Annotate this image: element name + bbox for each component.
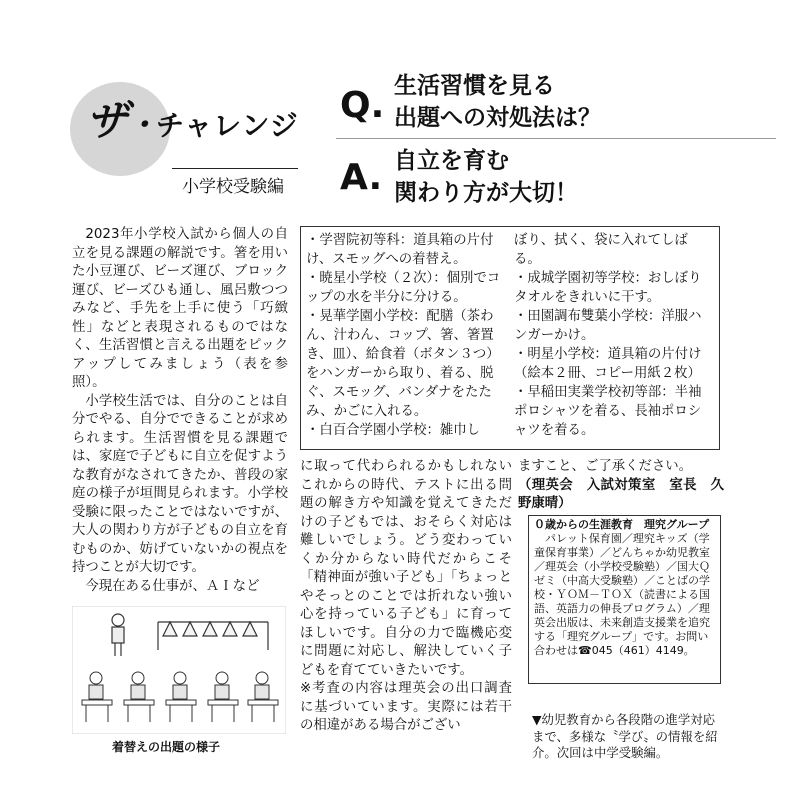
- logo-main: ザ: [86, 96, 128, 145]
- logo-dot: ・: [127, 108, 157, 143]
- exam-disclaimer: ※考査の内容は理英会の出口調査に基づいています。実際には若干の相違がある場合がござい: [300, 681, 512, 733]
- logo-underline: [172, 168, 298, 169]
- answer-line-2: 関わり方が大切！: [394, 180, 578, 206]
- table-item: ぼり、拭く、袋に入れてしばる。: [514, 233, 688, 267]
- table-item: ・明星小学校：道具箱の片付け（絵本２冊、コピー用紙２枚）: [514, 347, 702, 381]
- table-item: ・田園調布雙葉小学校：洋服ハンガーかけ。: [514, 309, 702, 343]
- answer-marker: A.: [340, 157, 383, 198]
- article-paragraph-1: 2023年小学校入試から個人の自立を見る課題の解説です。箸を用いた小豆運び、ビーズ運び、ブロック運び、ビーズひも通し、風呂敷つつみなど、手先を上手に使う「巧緻性」などと表現されるものではなく、生活習慣と言える出題をピックアップしてみましょう（表を参照）。: [72, 227, 288, 390]
- article-paragraph-2: 小学校生活では、自分のことは自分でやる、自分でできることが求められます。生活習慣を見る課題では、家庭で子どもに自立を促すような教育がなされてきたか、普段の家庭の様子が垣間見られます。小学校受験に限ったことではないですが、大人の関わり方が子どもの自立を育むものか、妨げていないかの視点を持つことが大切です。: [72, 393, 288, 575]
- qa-divider: [336, 138, 776, 139]
- series-logo: [86, 96, 299, 145]
- article-paragraph-3: 今現在ある仕事が、ＡＩなど: [85, 578, 260, 594]
- question-marker: Q.: [340, 85, 385, 126]
- group-info-title: ０歳からの生涯教育 理究グループ: [534, 518, 710, 531]
- table-item: ・学習院初等科：道具箱の片付け、スモッグへの着替え。: [306, 233, 494, 267]
- answer-title: [394, 145, 578, 209]
- group-info-body: パレット保育園／理究キッズ（学童保育事業）／どんちゃか幼児教室／理英会（小学校受験塾）／国大Ｑゼミ（中高大受験塾）／ことばの学校・ＹＯＭ－ＴＯＸ（読書による国語、英語力の伸長プログラム）／理英会出版は、未来創造支援業を追究する「理究グループ」です。お問い合わせは☎045（461）4149。: [534, 532, 710, 657]
- question-line-2: 出題への対処法は？: [394, 105, 601, 131]
- series-subtitle: 小学校受験編: [182, 177, 284, 197]
- disclaimer-end: ますこと、ご了承ください。: [518, 459, 693, 474]
- article-column-2: [300, 458, 512, 736]
- author-signature: （理英会 入試対策室 室長 久野康晴）: [518, 477, 724, 511]
- question-line-1: 生活習慣を見る: [394, 73, 555, 99]
- table-item: ・早稲田実業学校初等部：半袖ポロシャツを着る、長袖ポロシャツを着る。: [514, 385, 702, 438]
- question-title: [394, 70, 601, 134]
- exam-table-right: [514, 231, 714, 440]
- group-info: [534, 518, 718, 658]
- table-item: ・晃華学園小学校：配膳（茶わん、汁わん、コップ、箸、箸置き、皿）、給食着（ボタン３つ）をハンガーから取り、着る、脱ぐ、スモッグ、バンダナをたたみ、かごに入れる。: [306, 309, 500, 419]
- answer-line-1: 自立を育む: [394, 148, 509, 174]
- exam-table-left: [306, 231, 506, 440]
- article-continuation: に取って代わられるかもしれないこれからの時代、テストに出る問題の解き方や知識を覚えてきただけの子どもでは、おそらく対応は難しいでしょう。どう変わっていくか分からない時代だからこそ「精神面が強い子ども」「ちょっとやそっとのことでは折れない強い心を持っている子ども」に育ってほしいです。自分の力で臨機応変に問題に対応し、解決していく子どもを育てていきたいです。: [300, 459, 512, 678]
- figure-caption: 着替えの出題の様子: [112, 740, 221, 754]
- dressing-exam-illustration: [72, 606, 286, 734]
- series-note: ▼幼児教育から各段階の進学対応まで、多様な〝学び〟の情報を紹介。次回は中学受験編。: [532, 712, 718, 760]
- article-column-1: [72, 226, 288, 596]
- logo-rest: チャレンジ: [156, 109, 299, 142]
- table-item: ・成城学園初等学校：おしぼりタオルをきれいに干す。: [514, 271, 702, 305]
- article-column-3: [518, 458, 724, 514]
- table-item: ・暁星小学校（２次）：個別でコップの水を半分に分ける。: [306, 271, 501, 305]
- table-item: ・白百合学園小学校：雑巾し: [306, 423, 481, 438]
